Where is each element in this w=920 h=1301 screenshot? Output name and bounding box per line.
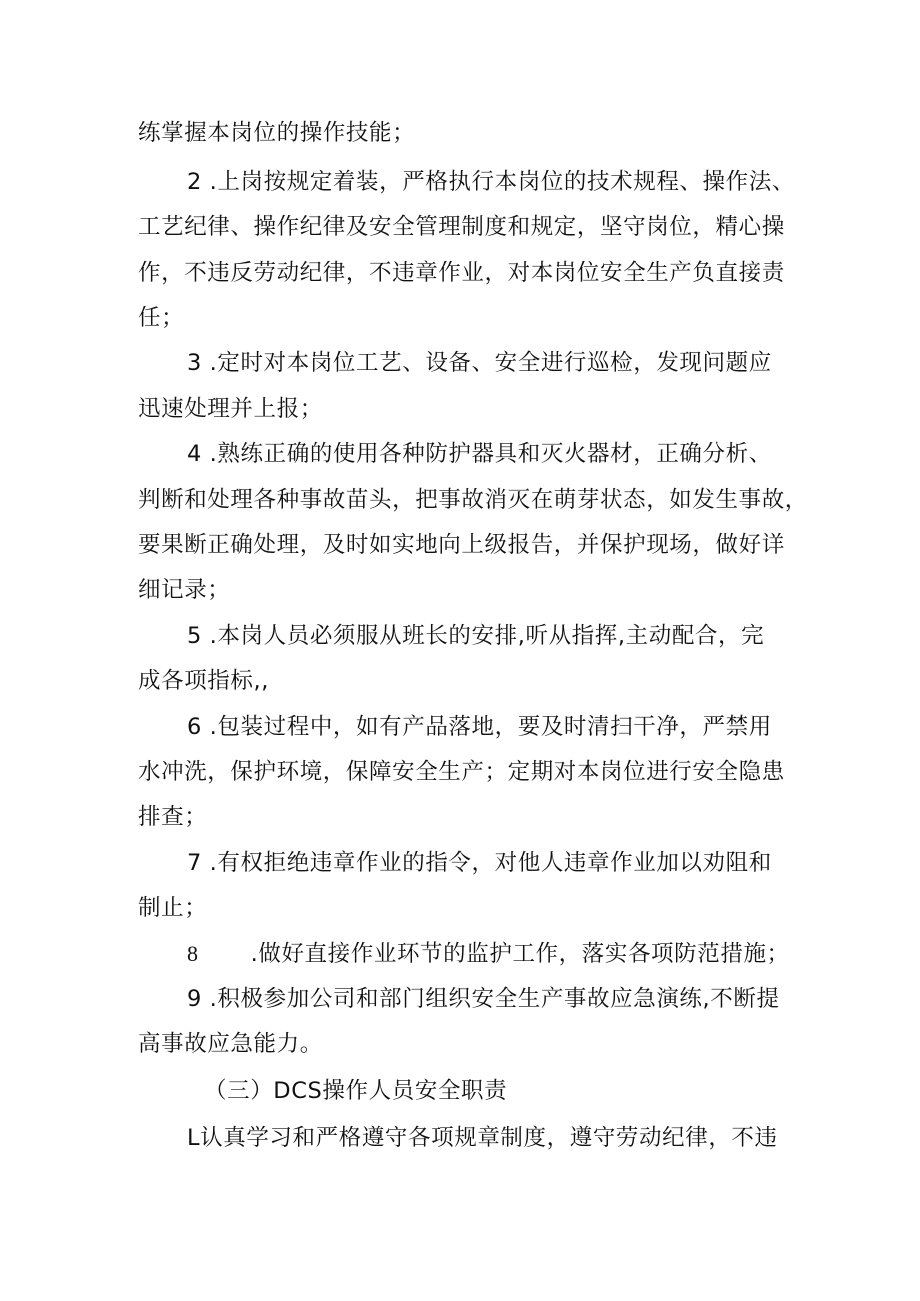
text-line-1: 练掌握本岗位的操作技能； <box>138 120 416 146</box>
item-6-line-3: 排查； <box>138 804 208 830</box>
item-4-line-1: 4 .熟练正确的使用各种防护器具和灭火器材，正确分析、 <box>187 441 772 467</box>
item-4-line-4: 细记录； <box>138 577 231 603</box>
item-2-line-3: 作，不违反劳动纪律，不违章作业，对本岗位安全生产负直接责 <box>138 260 785 286</box>
item-4-line-3: 要果断正确处理，及时如实地向上级报告，并保护现场，做好详 <box>138 532 785 558</box>
item-8-line-1 <box>187 934 790 974</box>
item-8-number: 8 <box>187 941 199 966</box>
item-7-line-2: 制止； <box>138 895 208 921</box>
item-7-line-1: 7 .有权拒绝违章作业的指令，对他人违章作业加以劝阻和 <box>187 850 772 876</box>
item-5-line-2: 成各项指标,, <box>138 668 270 694</box>
item-2-line-2: 工艺纪律、操作纪律及安全管理制度和规定，坚守岗位，精心操 <box>138 214 785 240</box>
item-4-line-2: 判断和处理各种事故苗头，把事故消灭在萌芽状态，如发生事故， <box>138 487 808 513</box>
item-9-line-2: 高事故应急能力。 <box>138 1031 323 1057</box>
item-2-line-1: 2 .上岗按规定着装，严格执行本岗位的技术规程、操作法、 <box>187 169 795 195</box>
item-3-line-2: 迅速处理并上报； <box>138 396 323 422</box>
section-heading: （三）DCS操作人员安全职责 <box>204 1078 508 1104</box>
item-5-line-1: 5 .本岗人员必须服从班长的安排,听从指挥,主动配合，完 <box>187 623 765 649</box>
item-8-text: .做好直接作业环节的监护工作，落实各项防范措施； <box>250 941 790 967</box>
item-6-line-2: 水冲洗，保护环境，保障安全生产；定期对本岗位进行安全隐患 <box>138 759 785 785</box>
item-6-line-1: 6 .包装过程中，如有产品落地，要及时清扫干净，严禁用 <box>187 714 772 740</box>
item-2-line-4: 任； <box>138 305 185 331</box>
item-3-line-1: 3 .定时对本岗位工艺、设备、安全进行巡检，发现问题应 <box>187 350 772 376</box>
item-9-line-1: 9 .积极参加公司和部门组织安全生产事故应急演练,不断提 <box>187 986 780 1012</box>
dcs-item-1-line-1: L认真学习和严格遵守各项规章制度，遵守劳动纪律，不违 <box>187 1125 778 1151</box>
